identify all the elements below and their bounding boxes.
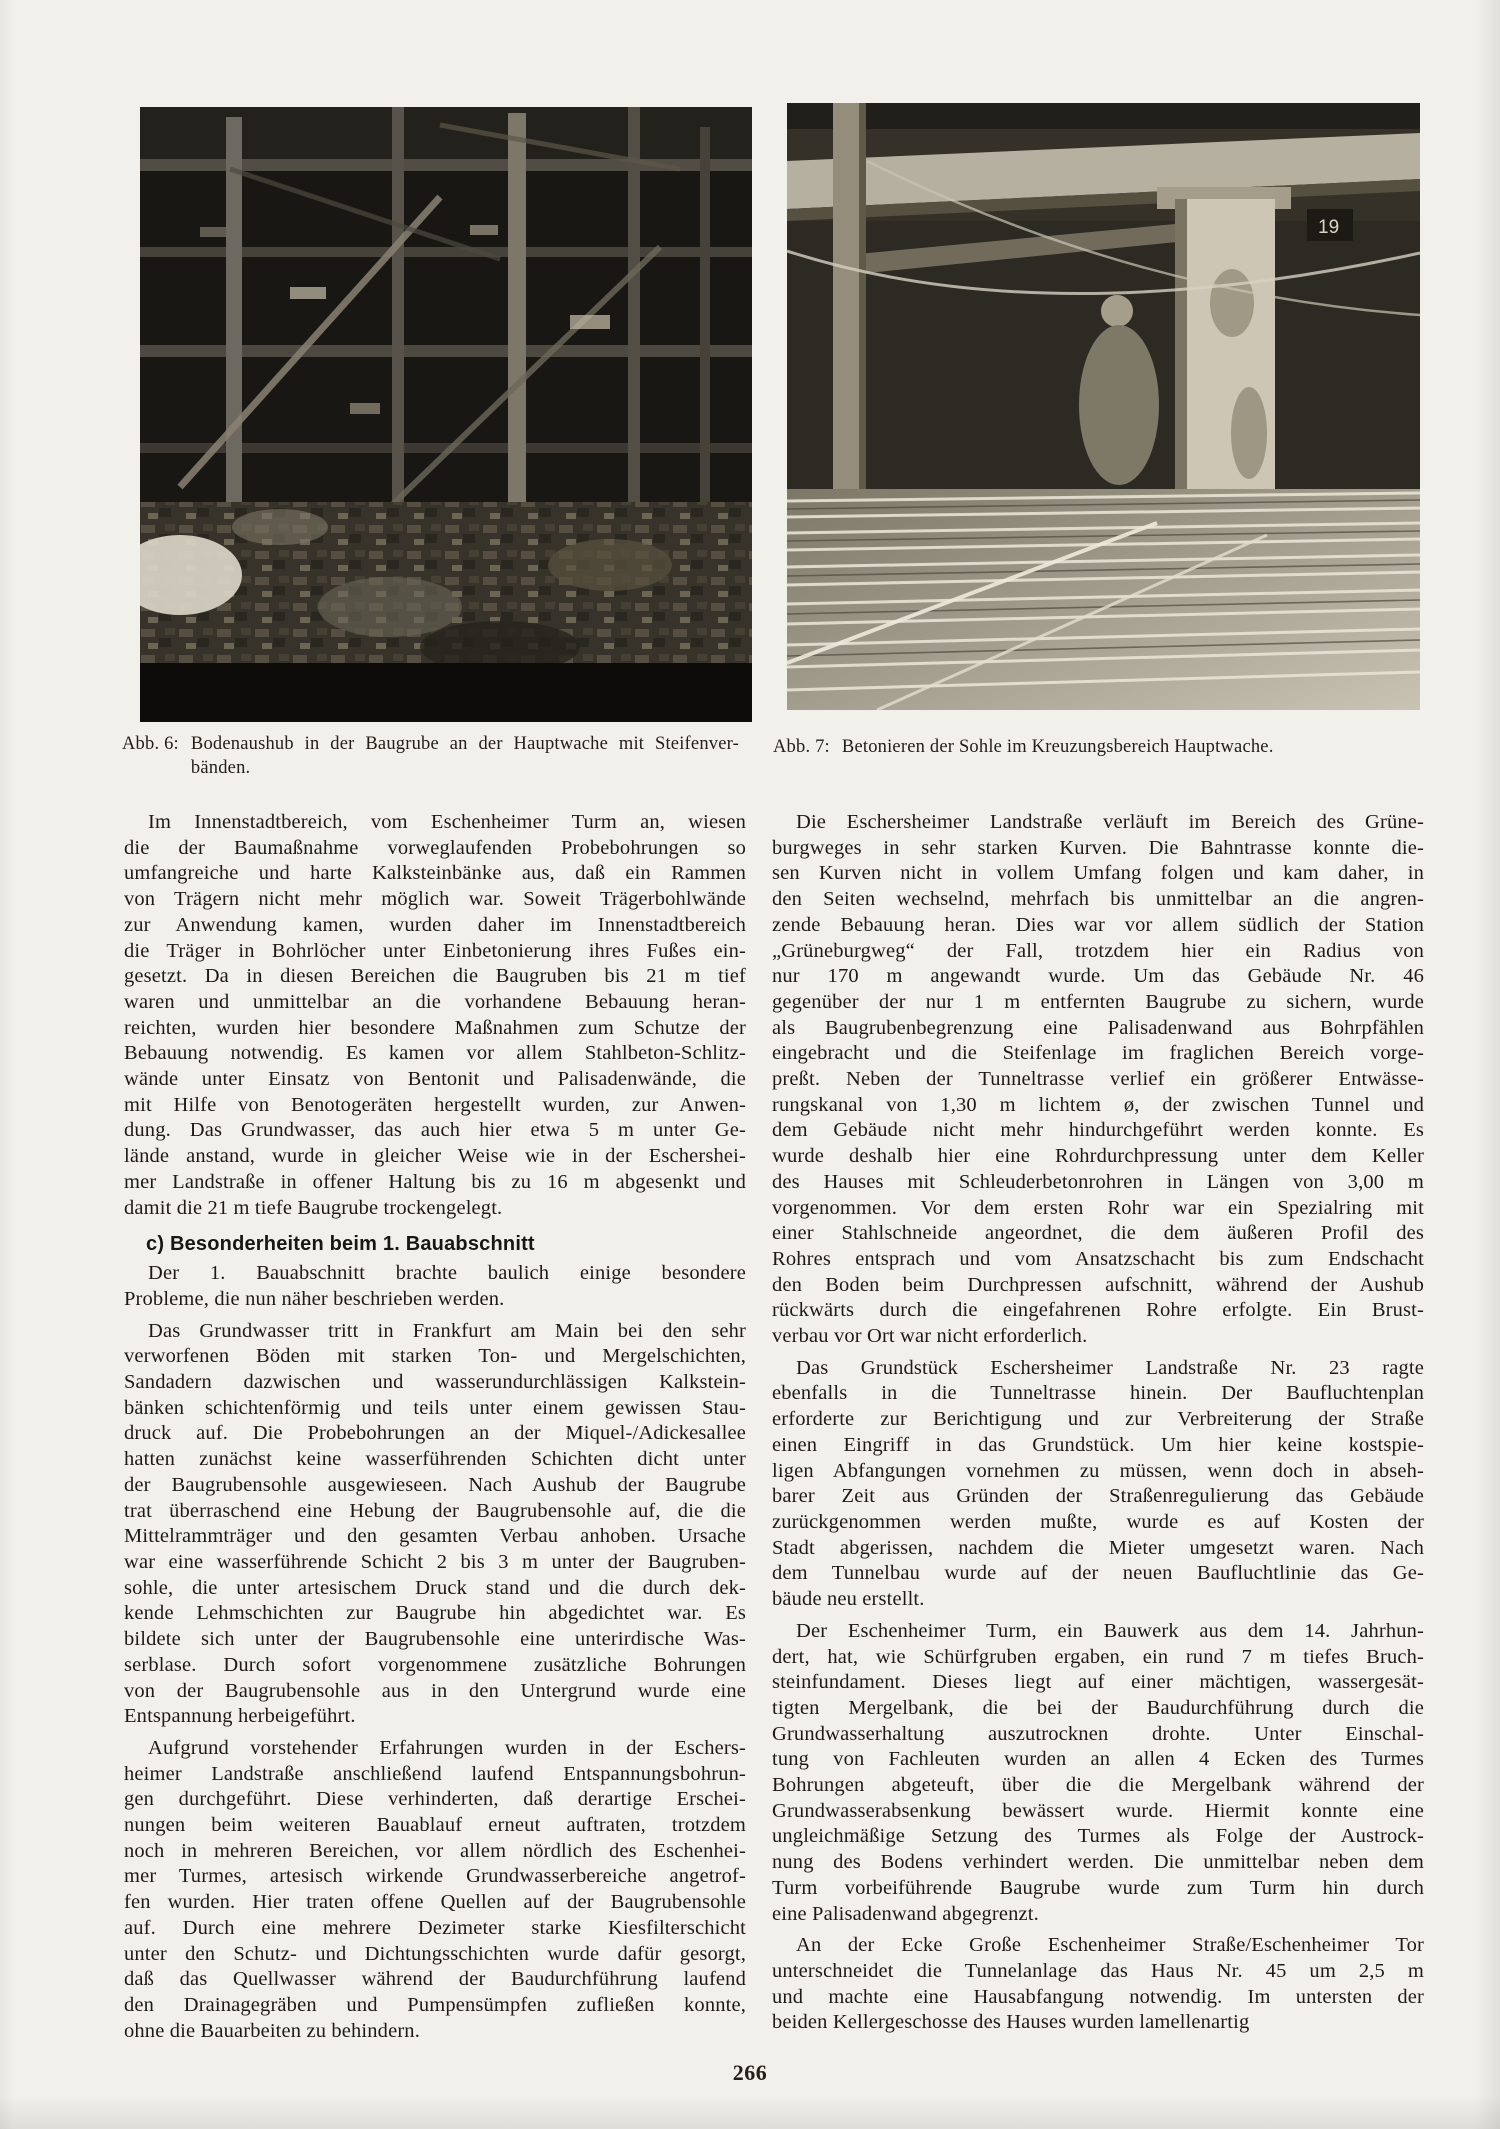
text-line: ebenfalls in die Tunneltrasse hinein. Der Baufluchtenplan [772, 1382, 1424, 1405]
text-line: ligen Abfangungen vornehmen zu müssen, wenn doch in abseh- [772, 1459, 1424, 1482]
text-line: Turm vorbeiführende Baugrube wurde zum Turm hin durch [772, 1876, 1424, 1899]
text-line: einen Eingriff in das Grundstück. Um hier keine kostspie- [772, 1433, 1424, 1456]
section-heading: c) Besonderheiten beim 1. Bauabschnitt [146, 1233, 535, 1256]
text-line: Grundwasserhaltung auszutrocknen drohte. Unter Einschal- [772, 1722, 1424, 1745]
text-column-left [124, 810, 746, 2044]
text-line: dem Tunnelbau wurde auf der neuen Baufluchtlinie das Ge- [772, 1562, 1424, 1585]
text-line: Das Grundwasser tritt in Frankfurt am Main bei den sehr [148, 1319, 746, 1342]
caption-text-abb6 [191, 733, 739, 780]
caption-label-abb6: Abb. 6: [122, 734, 179, 754]
text-line: „Grüneburgweg“ der Fall, trotzdem hier ein Radius von [772, 939, 1424, 962]
text-line: Das Grundstück Eschersheimer Landstraße Nr. 23 ragte [796, 1356, 1424, 1379]
caption-line: bänden. [190, 757, 251, 778]
photo-abb7-image [787, 103, 1420, 710]
paragraph [772, 810, 1424, 1350]
paragraph [124, 1261, 746, 1312]
page-number: 266 [732, 2060, 768, 2085]
figure-caption-abb7 [773, 736, 1421, 760]
paragraph [772, 1356, 1424, 1613]
text-line: nung des Bodens verhindert werden. Die unmittelbar neben dem [772, 1851, 1424, 1874]
text-line: gegenüber der nur 1 m entfernten Baugrube zu sichern, wurde [772, 990, 1424, 1013]
text-line: von der Baugrubensohle aus in den Untergrund wurde eine [124, 1679, 746, 1702]
text-line: Stadt abgerissen, nachdem die Mieter umgesetzt waren. Nach [772, 1536, 1424, 1559]
text-line: rückwärts durch die eingefahrenen Rohre erfolgte. Ein Brust- [772, 1299, 1424, 1322]
text-line: erforderte zur Berichtigung und zur Verbreiterung der Straße [772, 1408, 1424, 1431]
text-line: bänken schichtenförmig und teils unter einem gewissen Stau- [124, 1396, 746, 1419]
text-line: steinfundament. Dieses liegt auf einer mächtigen, wassergesät- [772, 1671, 1424, 1694]
text-line: tigten Mergelbank, die bei der Baudurchführung durch die [772, 1696, 1424, 1719]
text-line: als Baugrubenbegrenzung eine Palisadenwand aus Bohrpfählen [772, 1016, 1424, 1039]
text-line: Der 1. Bauabschnitt brachte baulich einige besondere [148, 1262, 746, 1285]
text-line: druck auf. Die Probebohrungen an der Miquel-/Adickesallee [124, 1422, 746, 1445]
text-line: mer Landstraße in offener Haltung bis zu 16 m abgesenkt und [124, 1170, 746, 1193]
text-line: eingebracht und die Steifenlage im fraglichen Bereich vorge- [772, 1042, 1424, 1065]
paragraph [124, 1319, 746, 1730]
text-line: bildete sich unter der Baugrubensohle eine unterirdische Was- [124, 1628, 746, 1651]
text-line: dung. Das Grundwasser, das auch hier etwa 5 m unter Ge- [124, 1119, 746, 1142]
text-line: auf. Durch eine mehrere Dezimeter starke Kiesfilterschicht [124, 1916, 746, 1939]
text-line: daß das Quellwasser während der Baudurchführung laufend [124, 1968, 746, 1991]
photo-abb6-image [140, 107, 752, 722]
text-line: rungskanal von 1,30 m lichtem ø, der zwischen Tunnel und [772, 1093, 1424, 1116]
text-line: wurde deshalb hier eine Rohrdurchpressung unter dem Keller [772, 1145, 1424, 1168]
text-line: zur Anwendung kamen, wurden daher im Innenstadtbereich [124, 913, 746, 936]
text-line: bäude neu erstellt. [772, 1588, 925, 1611]
text-line: ungleichmäßige Setzung des Turmes als Folge der Austrock- [772, 1825, 1424, 1848]
text-line: zurückgenommen werden mußte, wurde es auf Kosten der [772, 1510, 1424, 1533]
text-line: zende Bebauung heran. Dies war vor allem südlich der Station [772, 913, 1424, 936]
text-line: preßt. Neben der Tunneltrasse verlief ein größerer Entwässe- [772, 1068, 1424, 1091]
text-line: nur 170 m angewandt wurde. Um das Gebäude Nr. 46 [772, 965, 1424, 988]
text-line: der Baugrubensohle ausgewieseen. Nach Aushub der Baugrube [124, 1473, 746, 1496]
text-line: Grundwasserabsenkung bewässert wurde. Hiermit konnte eine [772, 1799, 1424, 1822]
paragraph [124, 810, 746, 1221]
text-line: Probleme, die nun näher beschrieben werden. [124, 1287, 505, 1310]
text-line: wände unter Einsatz von Bentonit und Palisadenwände, die [124, 1068, 746, 1091]
text-line: eine Palisadenwand abgegrenzt. [772, 1902, 1039, 1925]
text-line: hatten zunächst keine wasserführenden Schichten dicht unter [124, 1448, 746, 1471]
text-line: serblase. Durch sofort vorgenommene zusätzliche Bohrungen [124, 1653, 746, 1676]
text-line: den Drainagegräben und Pumpensümpfen zufließen konnte, [124, 1993, 746, 2016]
text-line: vorgenommen. Vor dem ersten Rohr war ein Spezialring mit [772, 1196, 1424, 1219]
text-line: verbau vor Ort war nicht erforderlich. [772, 1325, 1088, 1348]
text-line: die der Baumaßnahme vorweglaufenden Probebohrungen so [124, 836, 746, 859]
text-line: noch in mehreren Bereichen, vor allem nördlich des Eschenhei- [124, 1839, 746, 1862]
text-line: Bohrungen abgeteuft, über die die Mergelbank während der [772, 1774, 1424, 1797]
text-line: Rohres entsprach und vom Ansatzschacht bis zum Endschacht [772, 1247, 1424, 1270]
text-line: Die Eschersheimer Landstraße verläuft im Bereich des Grüne- [796, 811, 1424, 833]
text-line: gen durchgeführt. Diese verhinderten, daß derartige Erschei- [124, 1788, 746, 1811]
text-line: verworfenen Böden mit starken Ton- und Mergelschichten, [124, 1345, 746, 1368]
text-line: sen Kurven nicht in vollem Umfang folgen und kam daher, in [772, 862, 1424, 885]
text-line: An der Ecke Große Eschenheimer Straße/Eschenheimer Tor [796, 1934, 1424, 1957]
text-line: unterschneidet die Tunnelanlage das Haus Nr. 45 um 2,5 m [772, 1959, 1424, 1982]
text-line: burgweges in sehr starken Kurven. Die Bahntrasse konnte die- [772, 836, 1424, 859]
text-line: den Seiten wechselnd, mehrfach bis unmittelbar an die angren- [772, 888, 1424, 911]
text-line: waren und unmittelbar an die vorhandene Bebauung heran- [124, 990, 746, 1013]
caption-text-abb7 [842, 736, 1421, 760]
caption-line: Betonieren der Sohle im Kreuzungsbereich Hauptwache. [841, 737, 1274, 757]
text-line: einer Stahlschneide angeordnet, die dem äußeren Profil des [772, 1222, 1424, 1245]
caption-label-abb7: Abb. 7: [773, 737, 830, 757]
text-line: Bebauung notwendig. Es kamen vor allem Stahlbeton-Schlitz- [124, 1042, 746, 1065]
text-line: war eine wasserführende Schicht 2 bis 3 m unter der Baugruben- [124, 1550, 746, 1573]
figure-caption-abb6 [122, 733, 739, 780]
caption-line: Bodenaushub in der Baugrube an der Hauptwache mit Steifenver- [190, 734, 739, 754]
text-column-right [772, 810, 1424, 2036]
text-line: Entspannung herbeigeführt. [124, 1705, 356, 1728]
paragraph [772, 1933, 1424, 2036]
text-line: kende Lehmschichten zur Baugrube hin abgedichtet war. Es [124, 1602, 746, 1625]
paragraph [124, 1736, 746, 2044]
text-line: mit Hilfe von Benotogeräten hergestellt wurden, zur Anwen- [124, 1093, 746, 1116]
sign-19-label: 19 [1318, 217, 1340, 238]
text-line: ohne die Bauarbeiten zu behindern. [124, 2019, 420, 2042]
text-line: Der Eschenheimer Turm, ein Bauwerk aus dem 14. Jahrhun- [796, 1619, 1424, 1642]
text-line: heimer Landstraße anschließend laufend Entspannungsbohrun- [124, 1762, 746, 1785]
text-line: damit die 21 m tiefe Baugrube trockengelegt. [124, 1196, 503, 1219]
paragraph [772, 1619, 1424, 1927]
text-line: trat überraschend eine Hebung der Baugrubensohle auf, die die [124, 1499, 746, 1522]
text-line: unter den Schutz- und Dichtungsschichten wurde dafür gesorgt, [124, 1942, 746, 1965]
text-line: den Boden beim Durchpressen aufschnitt, während der Aushub [772, 1273, 1424, 1296]
text-line: Im Innenstadtbereich, vom Eschenheimer Turm an, wiesen [148, 811, 746, 833]
text-line: sohle, die unter artesischem Druck stand und die durch dek- [124, 1576, 746, 1599]
figure-abb7 [787, 103, 1420, 710]
text-line: fen wurden. Hier traten offene Quellen auf der Baugrubensohle [124, 1891, 746, 1914]
text-line: des Hauses mit Schleuderbetonrohren in Längen von 3,00 m [772, 1170, 1424, 1193]
text-line: gesetzt. Da in diesen Bereichen die Baugruben bis 21 m tief [124, 965, 746, 988]
text-line: von Trägern nicht mehr möglich war. Soweit Trägerbohlwände [124, 888, 746, 911]
text-line: barer Zeit aus Gründen der Straßenregulierung das Gebäude [772, 1485, 1424, 1508]
text-line: mer Turmes, artesisch wirkende Grundwasserbereiche angetrof- [124, 1865, 746, 1888]
text-line: die Träger in Bohrlöcher unter Einbetonierung ihres Fußes ein- [124, 939, 746, 962]
text-line: umfangreiche und harte Kalksteinbänke aus, daß ein Rammen [124, 862, 746, 885]
text-line: und machte eine Hausabfangung notwendig. Im untersten der [772, 1985, 1424, 2008]
text-line: Sandadern dazwischen und wasserundurchlässigen Kalkstein- [124, 1371, 746, 1394]
text-line: lände anstand, wurde in gleicher Weise wie in der Eschershei- [124, 1145, 746, 1168]
text-line: Aufgrund vorstehender Erfahrungen wurden in der Eschers- [148, 1736, 746, 1759]
text-line: tung von Fachleuten wurden an allen 4 Ecken des Turmes [772, 1748, 1424, 1771]
text-line: dert, hat, wie Schürfgruben ergaben, ein rund 7 m tiefes Bruch- [772, 1645, 1424, 1668]
text-line: beiden Kellergeschosse des Hauses wurden lamellenartig [772, 2011, 1250, 2034]
text-line: nungen beim weiteren Bauablauf erneut auftraten, trotzdem [124, 1814, 746, 1837]
text-line: dem Gebäude nicht mehr hindurchgeführt werden konnte. Es [772, 1119, 1424, 1142]
text-line: Mittelrammträger und den gesamten Verbau anhoben. Ursache [124, 1525, 746, 1548]
figure-abb6 [140, 107, 752, 722]
text-line: reichten, wurden hier besondere Maßnahmen zum Schutze der [124, 1016, 746, 1039]
